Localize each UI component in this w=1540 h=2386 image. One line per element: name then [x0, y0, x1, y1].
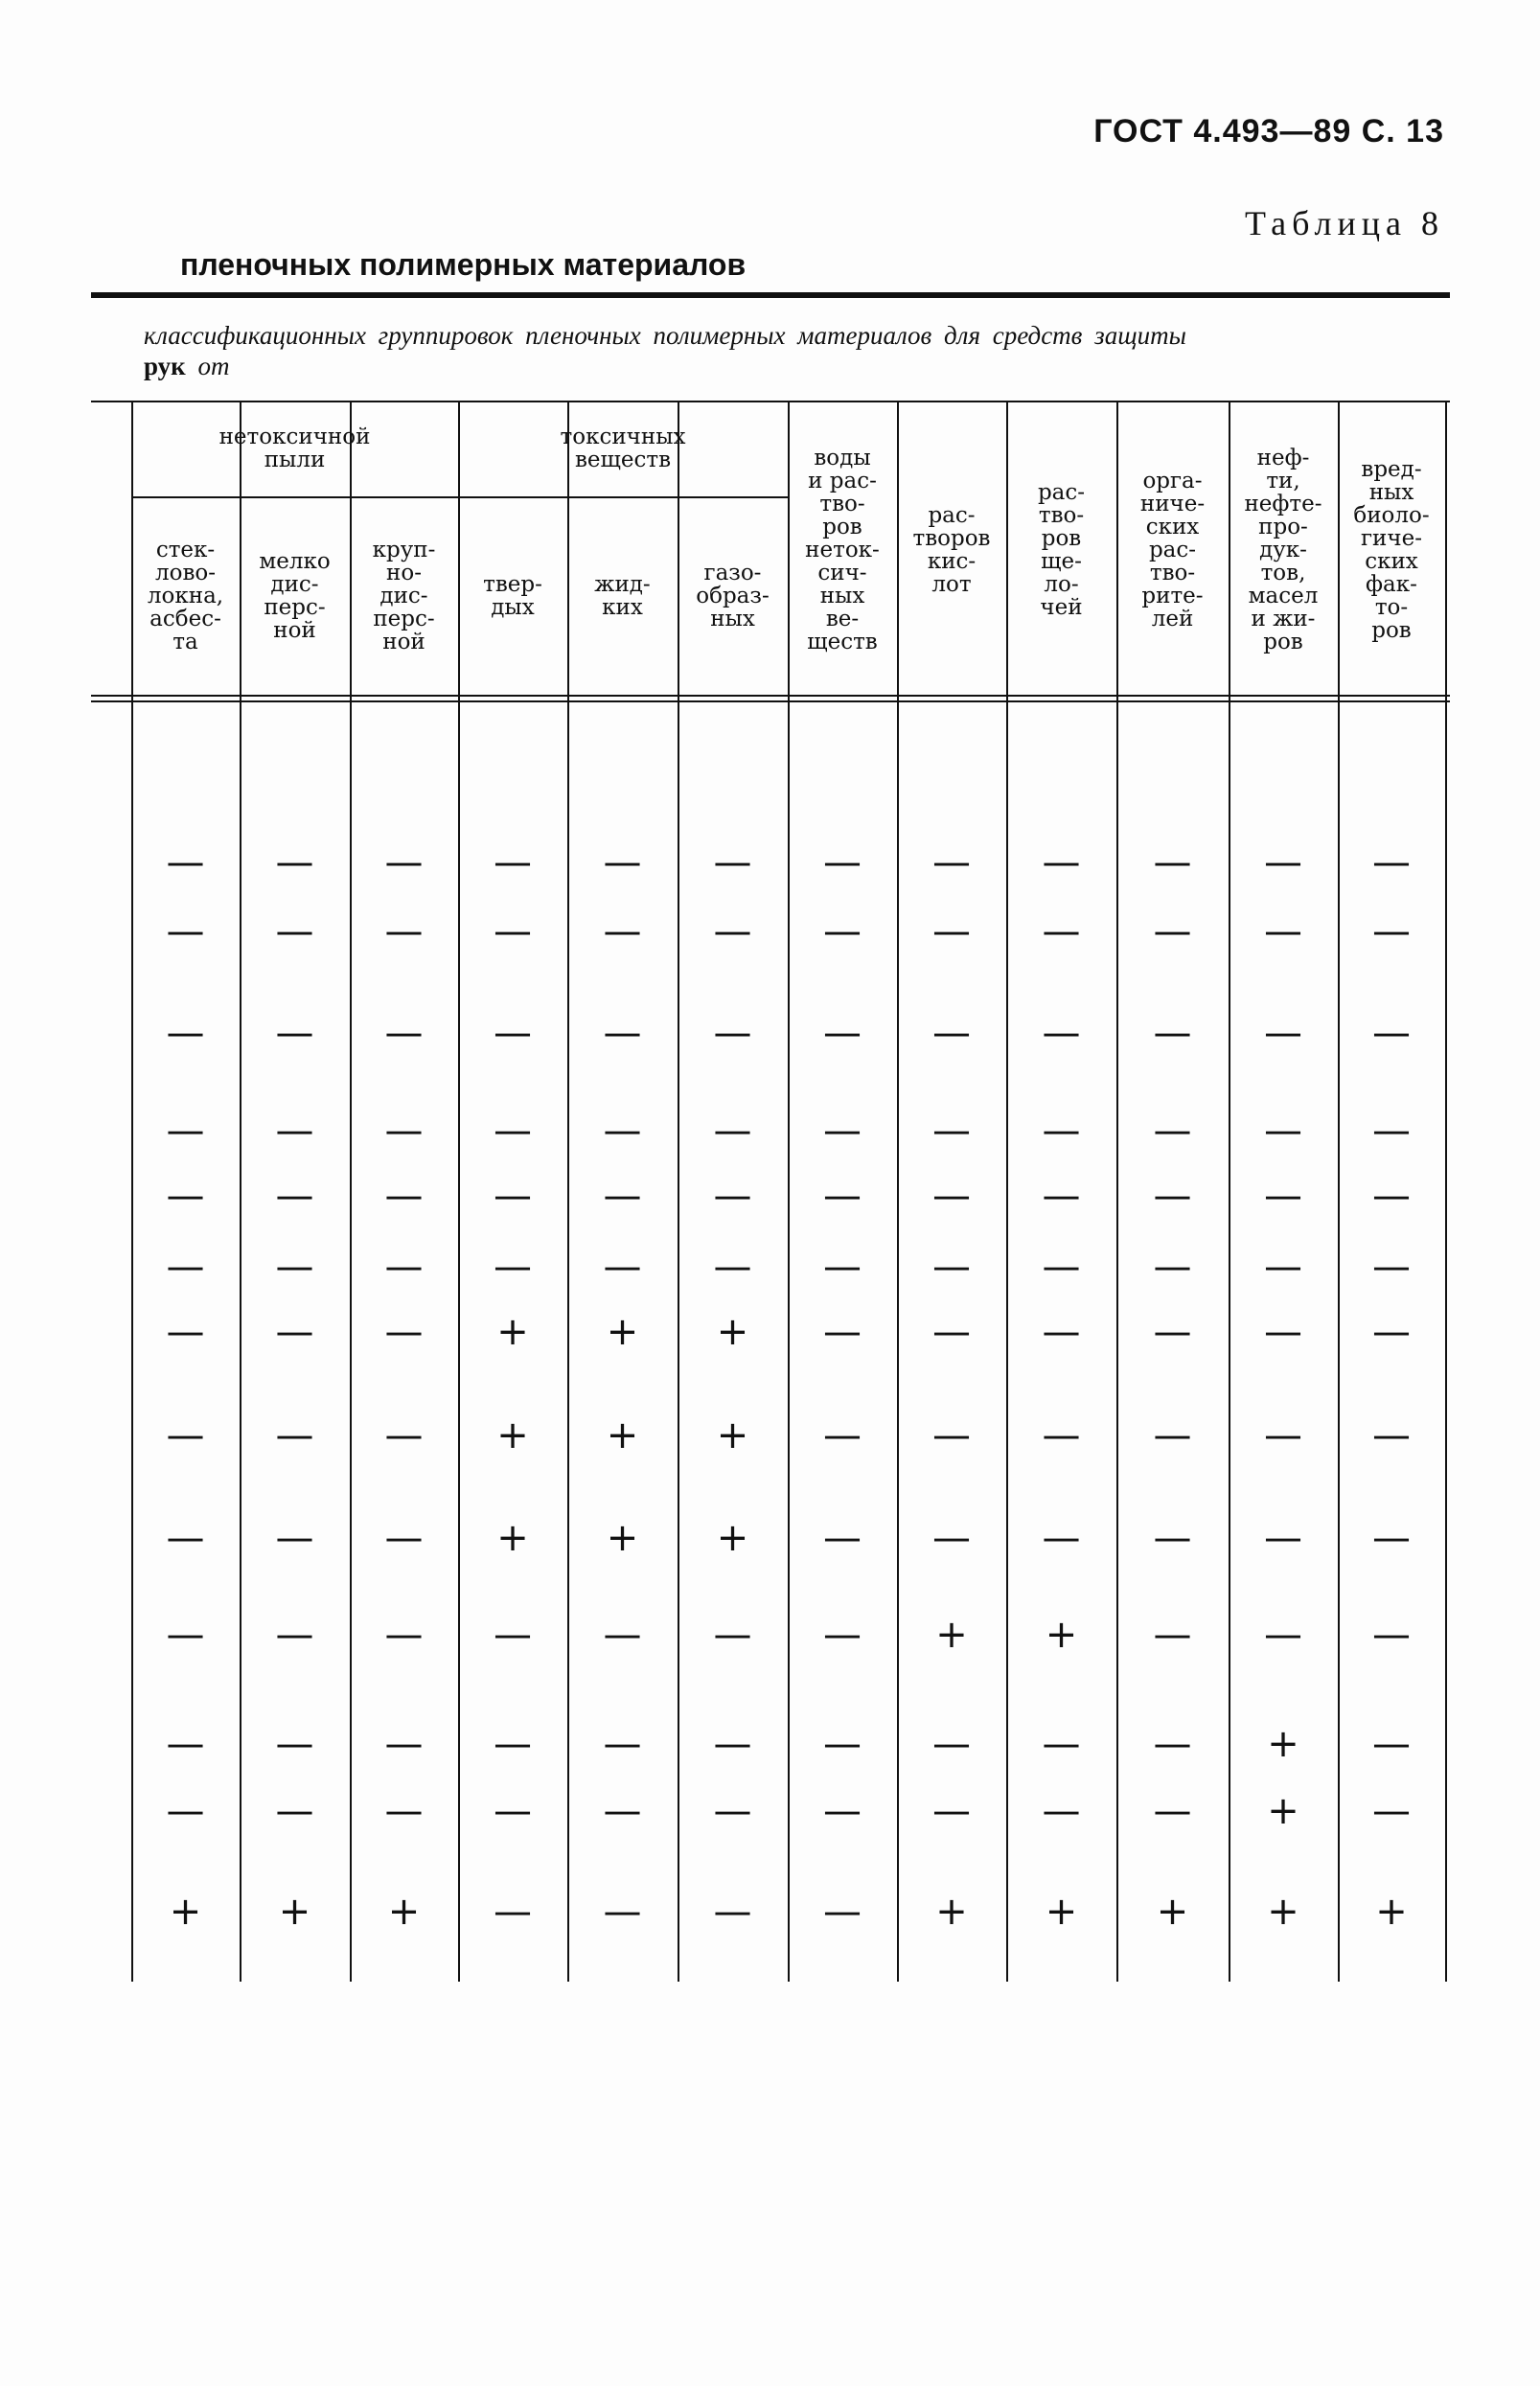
table-cell: — [823, 1516, 862, 1560]
table-cell: — [494, 1890, 532, 1934]
table-cell: — [494, 1011, 532, 1055]
title-rule [91, 292, 1450, 298]
table-cell: — [1153, 1174, 1192, 1218]
table-cell: — [494, 1174, 532, 1218]
table-cell: — [713, 1109, 752, 1153]
table-cell: — [823, 1310, 862, 1354]
column-header: жид- ких [594, 571, 651, 620]
table-cell: — [1042, 909, 1081, 953]
table-cell: — [1372, 1310, 1411, 1354]
table-cell: — [166, 1613, 205, 1657]
table-cell: — [713, 1011, 752, 1055]
caption [144, 320, 1447, 381]
table-cell: — [603, 1789, 642, 1833]
table-cell: — [823, 1722, 862, 1766]
column-group-nontoxic_dust: нетоксичной пыли [218, 424, 371, 472]
table-cell: + [496, 1310, 529, 1354]
table-cell: — [1264, 1413, 1302, 1457]
table-cell: — [1153, 1789, 1192, 1833]
table-cell: + [1267, 1722, 1299, 1766]
header-bottom-rule [91, 695, 1450, 697]
table-cell: + [387, 1890, 421, 1934]
table-cell: — [932, 1310, 971, 1354]
table-cell: + [1045, 1613, 1078, 1657]
table-cell: — [823, 840, 862, 884]
table-cell: — [823, 1613, 862, 1657]
table-cell: — [1372, 1174, 1411, 1218]
table-cell: — [1264, 1613, 1302, 1657]
table-cell: — [1372, 1109, 1411, 1153]
table-cell: — [713, 1613, 752, 1657]
table-cell: — [1264, 1516, 1302, 1560]
table-cell: — [1372, 1613, 1411, 1657]
table-cell: — [275, 1310, 314, 1354]
column-header: твер- дых [483, 571, 542, 620]
table-cell: — [1153, 1722, 1192, 1766]
table-cell: — [713, 1722, 752, 1766]
table-cell: — [1264, 1310, 1302, 1354]
table-cell: — [166, 840, 205, 884]
table-cell: — [1372, 1413, 1411, 1457]
column-header: рас- тво- ров ще- ло- чей [1037, 479, 1086, 620]
table-cell: — [1042, 1516, 1081, 1560]
column-divider [1445, 401, 1447, 1982]
table-cell: — [1153, 840, 1192, 884]
table-cell: — [384, 840, 424, 884]
table-cell: — [1042, 1310, 1081, 1354]
table-cell: — [384, 1722, 424, 1766]
column-header: мелко дис- перс- ной [259, 548, 331, 643]
table-cell: — [1042, 1413, 1081, 1457]
table-cell: — [1372, 1722, 1411, 1766]
table-cell: — [603, 1245, 642, 1289]
table-cell: — [275, 1722, 314, 1766]
column-header: вред- ных биоло- гиче- ских фак- то- ров [1353, 456, 1430, 643]
table-cell: + [169, 1890, 202, 1934]
table-cell: — [1264, 1245, 1302, 1289]
table-cell: — [166, 1516, 205, 1560]
table-cell: — [1042, 840, 1081, 884]
table-cell: — [1042, 1011, 1081, 1055]
table-cell: — [1042, 1174, 1081, 1218]
table-cell: — [166, 1722, 205, 1766]
table-cell: + [1375, 1890, 1408, 1934]
column-header: стек- лово- локна, асбес- та [147, 537, 224, 654]
table-cell: — [275, 1516, 314, 1560]
table-cell: — [275, 840, 314, 884]
page-header: ГОСТ 4.493—89 С. 13 [1093, 113, 1444, 149]
table-cell: — [1372, 1245, 1411, 1289]
table-label: Таблица 8 [1245, 204, 1444, 242]
table-cell: — [603, 1890, 642, 1934]
table-cell: — [932, 1789, 971, 1833]
table-cell: — [384, 1789, 424, 1833]
table-cell: — [275, 1613, 314, 1657]
table-cell: — [166, 1789, 205, 1833]
table-cell: — [1153, 1109, 1192, 1153]
table-cell: — [1372, 1789, 1411, 1833]
table-cell: — [384, 909, 424, 953]
table-cell: — [494, 1245, 532, 1289]
table-cell: — [823, 1245, 862, 1289]
column-header: газо- образ- ных [696, 560, 770, 631]
caption-line-2 [144, 351, 1447, 381]
table-cell: — [494, 840, 532, 884]
column-header: воды и рас- тво- ров неток- сич- ных ве- ществ [805, 445, 880, 654]
table-cell: — [1264, 909, 1302, 953]
table-cell: — [713, 909, 752, 953]
table-cell: — [603, 1011, 642, 1055]
table-cell: — [494, 1109, 532, 1153]
table-cell: — [384, 1613, 424, 1657]
classification-table [0, 401, 1540, 1982]
caption-tail: от [197, 352, 230, 380]
table-cell: + [496, 1516, 529, 1560]
table-cell: — [275, 1245, 314, 1289]
table-cell: — [275, 1789, 314, 1833]
table-cell: — [384, 1516, 424, 1560]
table-cell: — [384, 1310, 424, 1354]
table-cell: + [606, 1413, 639, 1457]
table-cell: — [275, 1413, 314, 1457]
table-cell: — [932, 909, 971, 953]
table-cell: — [932, 1413, 971, 1457]
table-cell: — [1264, 1174, 1302, 1218]
table-cell: + [278, 1890, 311, 1934]
table-cell: + [606, 1516, 639, 1560]
table-cell: — [932, 1245, 971, 1289]
table-cell: + [1267, 1789, 1299, 1833]
table-cell: — [713, 1789, 752, 1833]
table-cell: + [716, 1516, 749, 1560]
table-cell: + [1045, 1890, 1078, 1934]
table-cell: — [384, 1174, 424, 1218]
table-cell: — [166, 1011, 205, 1055]
table-cell: — [823, 1174, 862, 1218]
table-cell: + [935, 1890, 968, 1934]
table-cell: — [1153, 1245, 1192, 1289]
table-cell: — [603, 1174, 642, 1218]
table-cell: — [932, 1011, 971, 1055]
caption-bold-word: рук [144, 352, 186, 380]
table-cell: — [1042, 1722, 1081, 1766]
table-cell: — [603, 840, 642, 884]
table-cell: — [823, 1109, 862, 1153]
table-cell: — [603, 1109, 642, 1153]
table-cell: — [166, 1245, 205, 1289]
table-cell: — [275, 909, 314, 953]
table-cell: — [1153, 1413, 1192, 1457]
table-cell: — [166, 909, 205, 953]
table-top-rule [91, 401, 1450, 402]
table-cell: — [1264, 1011, 1302, 1055]
table-cell: — [713, 840, 752, 884]
table-cell: — [823, 1011, 862, 1055]
table-cell: — [1264, 840, 1302, 884]
table-cell: — [823, 909, 862, 953]
table-cell: — [823, 1890, 862, 1934]
table-cell: — [384, 1245, 424, 1289]
table-cell: + [716, 1413, 749, 1457]
table-cell: — [932, 1109, 971, 1153]
table-cell: — [275, 1174, 314, 1218]
table-cell: — [1153, 1011, 1192, 1055]
column-header: неф- ти, нефте- про- дук- тов, масел и жи- ров [1244, 445, 1322, 654]
table-cell: + [496, 1413, 529, 1457]
table-cell: — [1153, 1310, 1192, 1354]
table-cell: — [494, 1613, 532, 1657]
table-cell: + [1156, 1890, 1189, 1934]
table-cell: — [1372, 1011, 1411, 1055]
table-cell: — [823, 1789, 862, 1833]
table-cell: + [1267, 1890, 1299, 1934]
table-cell: — [494, 909, 532, 953]
caption-line-1: классификационных группировок пленочных полимерных материалов для средств защиты [144, 321, 1186, 350]
table-cell: — [384, 1413, 424, 1457]
table-cell: — [166, 1413, 205, 1457]
table-cell: — [1372, 909, 1411, 953]
table-cell: — [1372, 840, 1411, 884]
table-cell: — [932, 840, 971, 884]
table-cell: — [932, 1174, 971, 1218]
table-cell: — [932, 1722, 971, 1766]
table-cell: — [603, 909, 642, 953]
group-rule [131, 496, 458, 498]
table-cell: — [713, 1174, 752, 1218]
table-cell: — [1153, 1613, 1192, 1657]
table-cell: + [716, 1310, 749, 1354]
table-cell: — [166, 1174, 205, 1218]
table-cell: — [603, 1722, 642, 1766]
table-cell: + [606, 1310, 639, 1354]
table-cell: — [166, 1109, 205, 1153]
table-cell: + [935, 1613, 968, 1657]
table-cell: — [1153, 1516, 1192, 1560]
table-cell: — [823, 1413, 862, 1457]
table-cell: — [384, 1011, 424, 1055]
header-bottom-rule-double [91, 700, 1450, 702]
table-cell: — [603, 1613, 642, 1657]
table-cell: — [166, 1310, 205, 1354]
table-cell: — [1042, 1245, 1081, 1289]
table-cell: — [494, 1789, 532, 1833]
table-cell: — [1372, 1516, 1411, 1560]
table-cell: — [1042, 1789, 1081, 1833]
table-cell: — [275, 1011, 314, 1055]
table-cell: — [932, 1516, 971, 1560]
table-cell: — [1153, 909, 1192, 953]
column-header: круп- но- дис- перс- ной [372, 537, 436, 654]
table-cell: — [494, 1722, 532, 1766]
column-header: рас- творов кис- лот [912, 502, 991, 597]
table-cell: — [1264, 1109, 1302, 1153]
column-header: орга- ниче- ских рас- тво- рите- лей [1139, 468, 1206, 631]
table-cell: — [384, 1109, 424, 1153]
table-cell: — [713, 1245, 752, 1289]
doc-title: пленочных полимерных материалов [180, 247, 747, 282]
table-cell: — [275, 1109, 314, 1153]
column-group-toxic: токсичных веществ [560, 424, 686, 472]
table-cell: — [713, 1890, 752, 1934]
table-cell: — [1042, 1109, 1081, 1153]
group-rule [458, 496, 788, 498]
